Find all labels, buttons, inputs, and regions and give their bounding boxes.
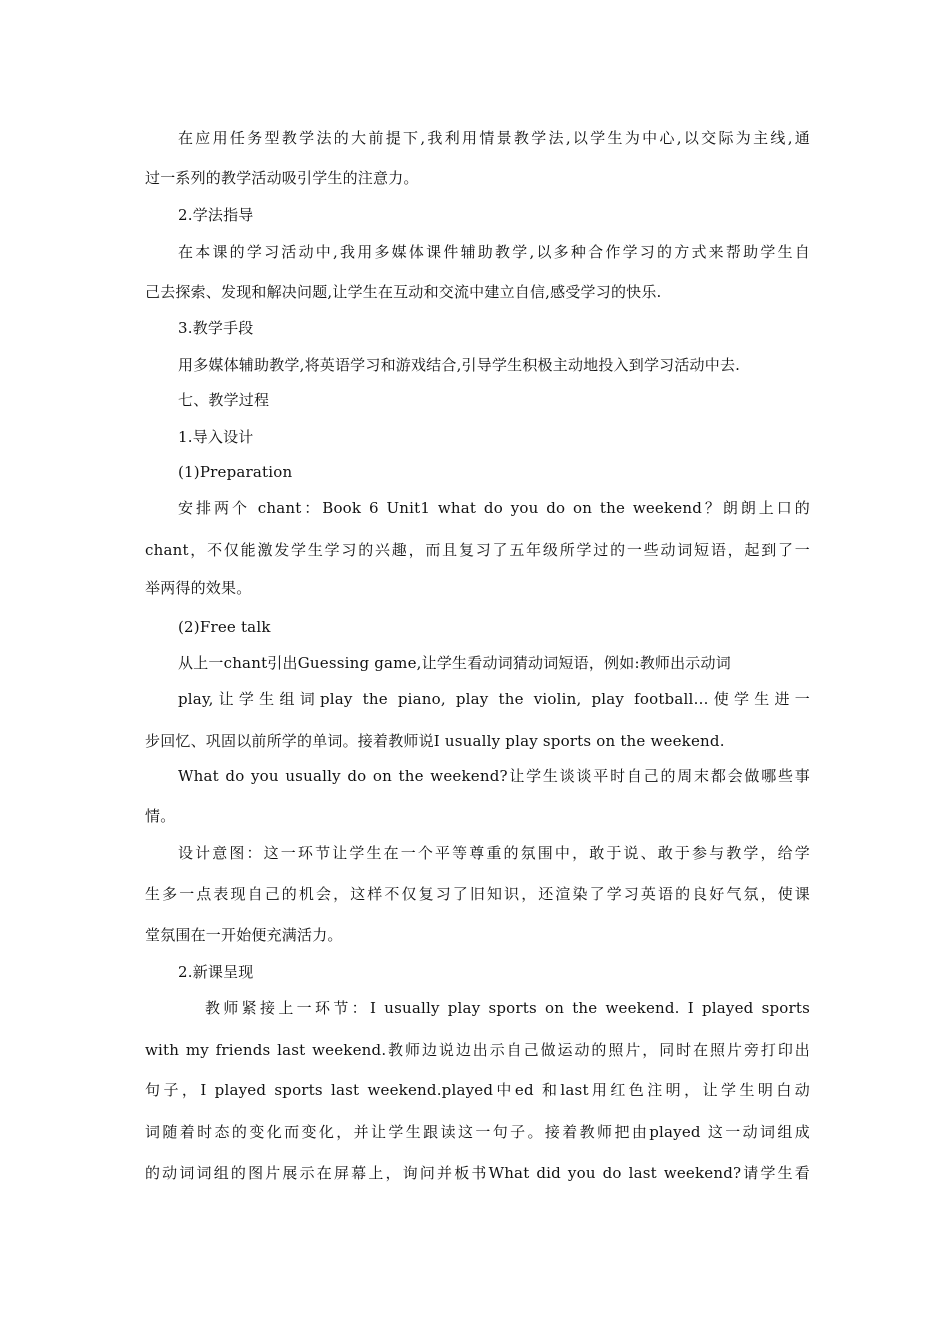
paragraph-line: What do you usually do on the weekend?让学生谈谈平时自己的周末都会做哪些事 bbox=[178, 767, 810, 785]
section-heading: 2.学法指导 bbox=[178, 206, 254, 224]
paragraph-line: 在应用任务型教学法的大前提下,我利用情景教学法,以学生为中心,以交际为主线,通 bbox=[178, 129, 810, 147]
paragraph-line: play,让学生组词play the piano, play the violin, play football…使学生进一 bbox=[178, 690, 810, 708]
paragraph-line: with my friends last weekend.教师边说边出示自己做运动的照片，同时在照片旁打印出 bbox=[145, 1041, 810, 1059]
paragraph-line: 情。 bbox=[145, 807, 176, 825]
paragraph-line: 的动词词组的图片展示在屏幕上，询问并板书What did you do last weekend?请学生看 bbox=[145, 1164, 810, 1182]
paragraph-line: 生多一点表现自己的机会，这样不仅复习了旧知识，还渲染了学习英语的良好气氛，使课 bbox=[145, 885, 810, 903]
section-heading: 3.教学手段 bbox=[178, 319, 254, 337]
paragraph-line: 在本课的学习活动中,我用多媒体课件辅助教学,以多种合作学习的方式来帮助学生自 bbox=[178, 243, 810, 261]
subsection-heading: (2)Free talk bbox=[178, 618, 271, 636]
paragraph-line: 步回忆、巩固以前所学的单词。接着教师说I usually play sports on the weekend. bbox=[145, 732, 725, 750]
chapter-heading: 七、教学过程 bbox=[178, 391, 270, 409]
paragraph-line: 己去探索、发现和解决问题,让学生在互动和交流中建立自信,感受学习的快乐. bbox=[145, 283, 662, 301]
section-heading: 1.导入设计 bbox=[178, 428, 254, 446]
paragraph-line: chant，不仅能激发学生学习的兴趣，而且复习了五年级所学过的一些动词短语，起到了一 bbox=[145, 541, 810, 559]
paragraph-line: 句子，I played sports last weekend.played中ed 和last用红色注明，让学生明白动 bbox=[145, 1081, 810, 1099]
subsection-heading: (1)Preparation bbox=[178, 463, 293, 481]
paragraph-line: 从上一chant引出Guessing game,让学生看动词猜动词短语，例如:教师出示动词 bbox=[178, 654, 731, 672]
paragraph-line: 举两得的效果。 bbox=[145, 579, 252, 597]
paragraph-line: 堂氛围在一开始便充满活力。 bbox=[145, 926, 343, 944]
section-heading: 2.新课呈现 bbox=[178, 963, 254, 981]
paragraph-line: 设计意图：这一环节让学生在一个平等尊重的氛围中，敢于说、敢于参与教学，给学 bbox=[178, 844, 810, 862]
paragraph-line: 过一系列的教学活动吸引学生的注意力。 bbox=[145, 169, 419, 187]
paragraph-line: 用多媒体辅助教学,将英语学习和游戏结合,引导学生积极主动地投入到学习活动中去. bbox=[178, 356, 741, 374]
paragraph-line: 教师紧接上一环节：I usually play sports on the weekend. I played sports bbox=[205, 999, 810, 1017]
paragraph-line: 安排两个 chant：Book 6 Unit1 what do you do on the weekend？朗朗上口的 bbox=[178, 499, 810, 517]
paragraph-line: 词随着时态的变化而变化，并让学生跟读这一句子。接着教师把由played 这一动词组成 bbox=[145, 1123, 810, 1141]
